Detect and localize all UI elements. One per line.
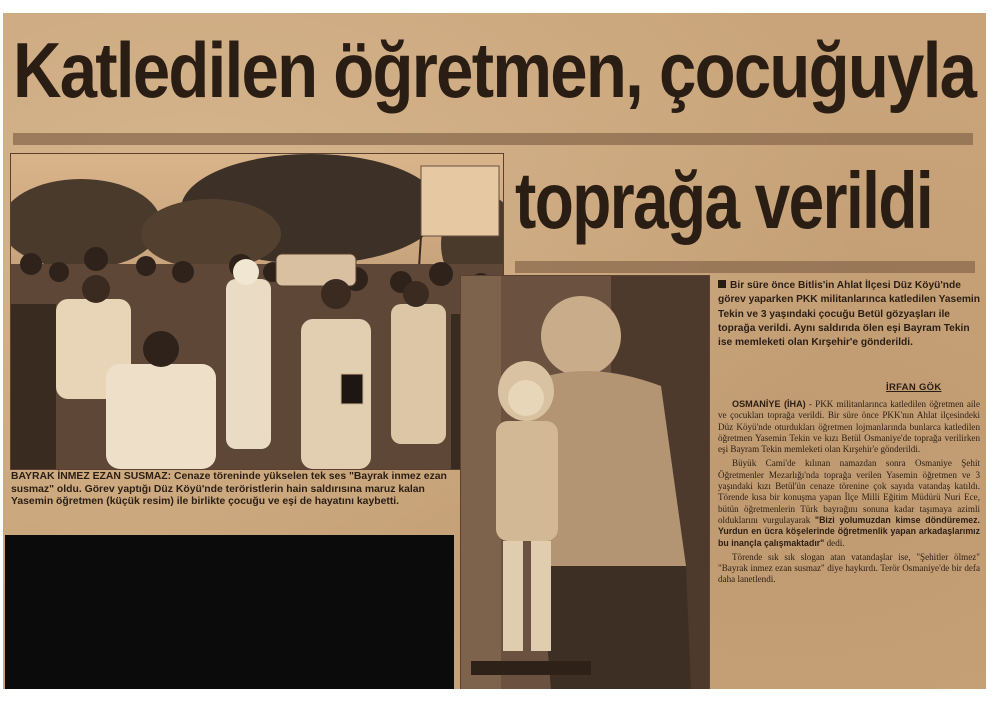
dateline: OSMANİYE (İHA) <box>732 399 806 409</box>
body-p3-text: Törende sık sık slogan atan vatandaşlar ise, "Şehitler ölmez" "Bayrak inmez ezan susmaz" diye haykırdı. Terör Osmaniye'de bir defa daha lanetlendi. <box>718 551 980 585</box>
body-p2-text: Büyük Cami'de kılınan namazdan sonra Osmaniye Şehit Öğretmenler Mezarlığı'nda toprağa verilen Yasemin öğretmen ve 3 yaşındaki kızı Betül'ün cenaze törenine çok sayıda vatandaş katıldı. Törende kısa bir konuşma yapan İlçe Milli Eğitim Müdürü Nuri Ece, bütün öğretmenlerin Türk bayrağını sonuna kadar taşımaya azimli olduklarını vurgulayarak <box>718 458 980 525</box>
article-body <box>718 399 980 589</box>
lead-text: Bir süre önce Bitlis'in Ahlat İlçesi Düz Köyü'nde görev yaparken PKK militanlarınca katledilen Yasemin Tekin ve 3 yaşındaki çocuğu Betül gözyaşları ile toprağa verildi. Aynı saldırıda ölen eşi Bayram Tekin ise memleketi olan Kırşehir'e gönderildi. <box>718 280 980 349</box>
child-photo-illustration <box>461 276 709 689</box>
funeral-photo-illustration <box>11 154 503 469</box>
newspaper-clipping <box>3 13 986 689</box>
headline-rule <box>13 133 973 145</box>
headline-line-1: Katledilen öğretmen, çocuğuyla <box>13 26 976 114</box>
headline-line-2: toprağa verildi <box>515 156 932 245</box>
caption-title: BAYRAK İNMEZ EZAN SUSMAZ: <box>11 471 172 482</box>
article-lead <box>718 279 980 350</box>
body-paragraph-1 <box>718 399 980 455</box>
quote: "Bizi yolumuzdan kimse döndüremez. Yurdun en ücra köşelerinde öğretmenlik yapan arkadaşlarımız bu inançla çalışmaktadır" <box>718 514 980 548</box>
body-paragraph-2 <box>718 458 980 548</box>
body-p1-text: - PKK militanlarınca katledilen öğretmen aile ve çocukları toprağa verildi. Bir süre önce PKK'nın Ahlat ilçesindeki Düz Köyü'nde oturdukları öğretmen lojmanlarında bunlarca katledilen öğretmen Yasemin Tekin ve kızı Betül Osmaniye'de toprağa verilirken eşi Bayram Tekin memleketi olan Kırşehir'e gönderildi. <box>718 399 980 455</box>
bullet-square-icon <box>718 280 726 288</box>
headline-rule-2 <box>515 261 975 273</box>
funeral-procession-photo <box>10 153 504 470</box>
body-paragraph-3 <box>718 552 980 586</box>
caption-text: Cenaze töreninde yükselen tek ses "Bayrak inmez ezan susmaz" oldu. Görev yaptığı Düz Köyü'nde teröristlerin hain saldırısına maruz kalan Yasemin öğretmen (küçük resim) ile birlikte çocuğu ve eşi de hayatını kaybetti. <box>11 471 447 507</box>
redacted-area <box>5 535 454 689</box>
byline: İRFAN GÖK <box>886 382 942 393</box>
teacher-and-child-photo <box>460 275 710 689</box>
body-p2-end: dedi. <box>824 537 845 548</box>
photo-caption <box>11 471 466 509</box>
